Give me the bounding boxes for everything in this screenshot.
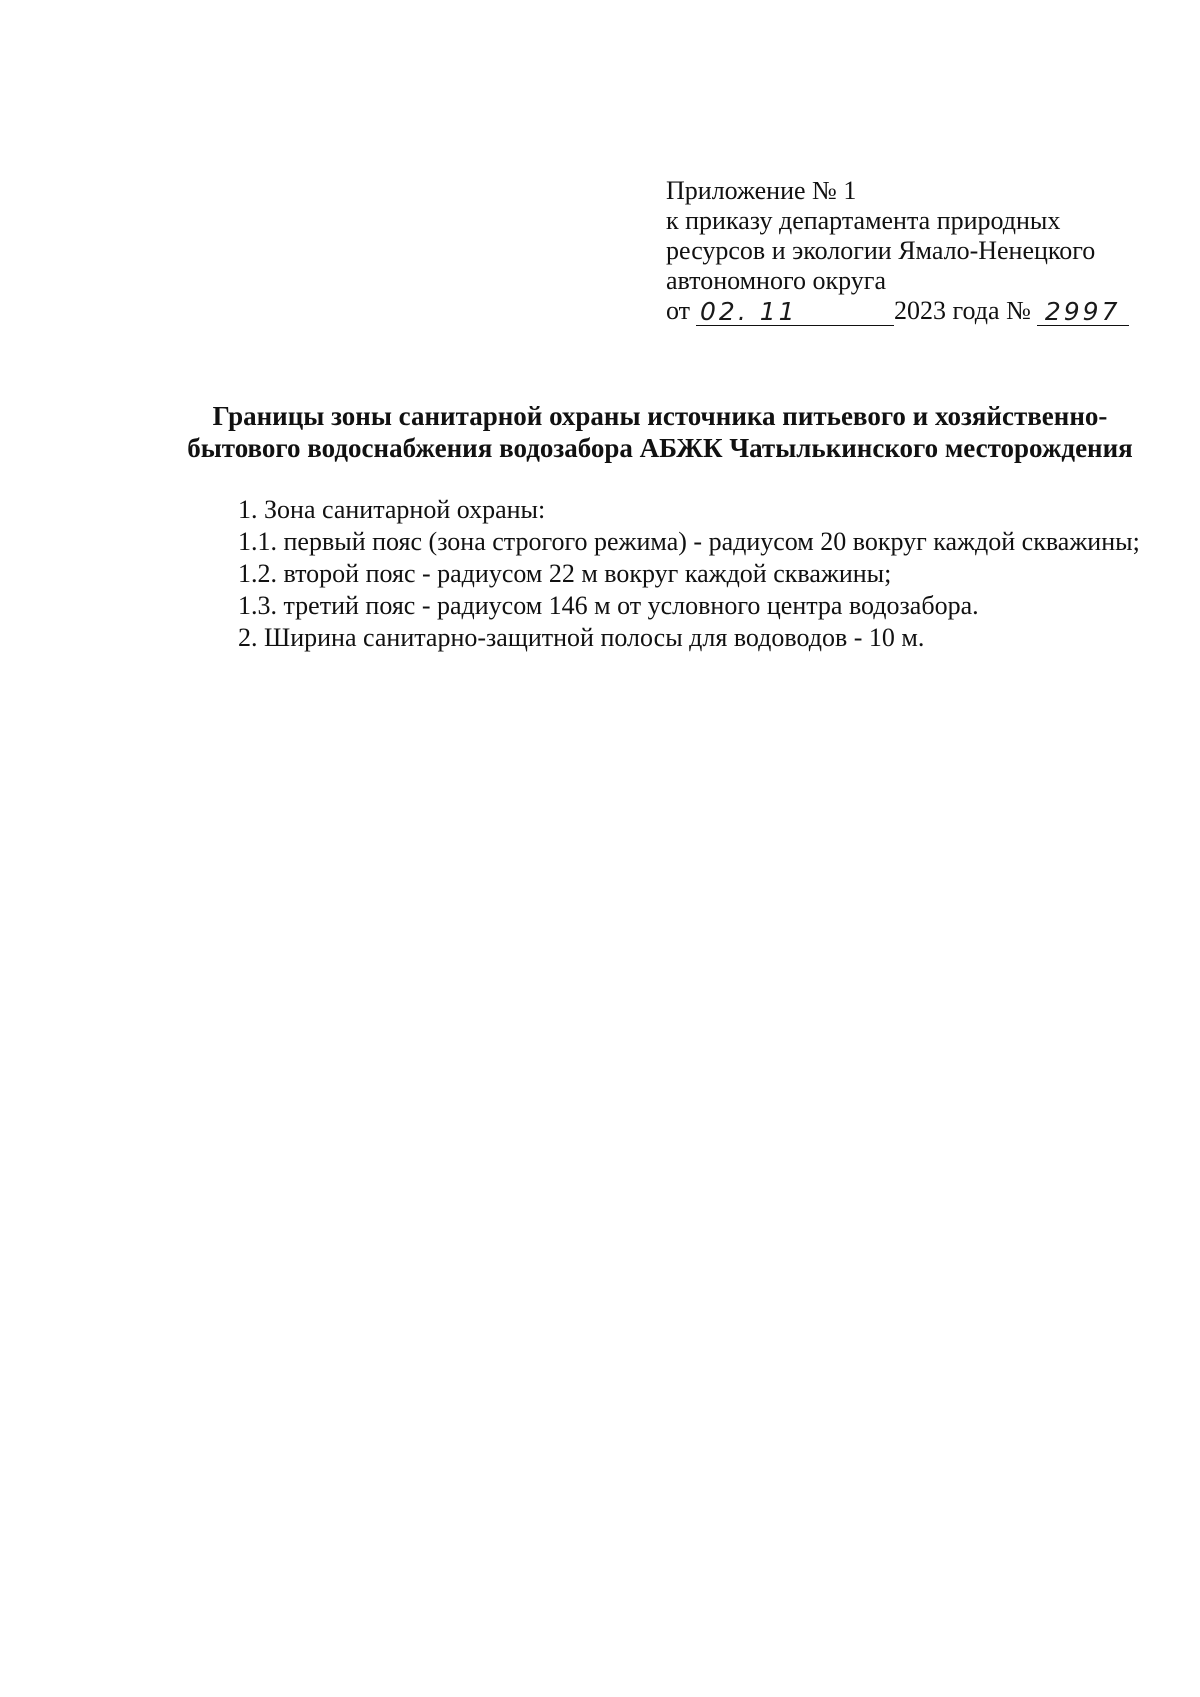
order-number-field (1037, 298, 1129, 326)
item-first-belt: 1.1. первый пояс (зона строгого режима) - радиусом 20 вокруг каждой скважины; (238, 527, 1140, 556)
date-field (696, 298, 894, 326)
item-zone-heading: 1. Зона санитарной охраны: (238, 495, 546, 524)
year-label: 2023 года № (894, 296, 1031, 325)
title-line-1: Границы зоны санитарной охраны источника питьевого и хозяйственно- (212, 401, 1108, 431)
appendix-header (666, 176, 1146, 326)
appendix-okrug-line: автономного округа (666, 266, 886, 295)
appendix-department-line: ресурсов и экологии Ямало-Ненецкого (666, 236, 1096, 265)
item-third-belt: 1.3. третий пояс - радиусом 146 м от условного центра водозабора. (238, 591, 979, 620)
document-title (172, 400, 1148, 464)
handwritten-order-number: 2997 (1044, 297, 1121, 326)
item-protection-strip: 2. Ширина санитарно-защитной полосы для водоводов - 10 м. (238, 623, 925, 652)
document-body (172, 494, 1150, 654)
item-second-belt: 1.2. второй пояс - радиусом 22 м вокруг каждой скважины; (238, 559, 892, 588)
appendix-order-line: к приказу департамента природных (666, 206, 1061, 235)
title-line-2: бытового водоснабжения водозабора АБЖК Чатылькинского месторождения (187, 433, 1133, 463)
appendix-number: Приложение № 1 (666, 176, 857, 205)
handwritten-date: 02. 11 (700, 297, 798, 326)
date-prefix: от (666, 296, 691, 325)
appendix-date-line (666, 296, 1146, 326)
